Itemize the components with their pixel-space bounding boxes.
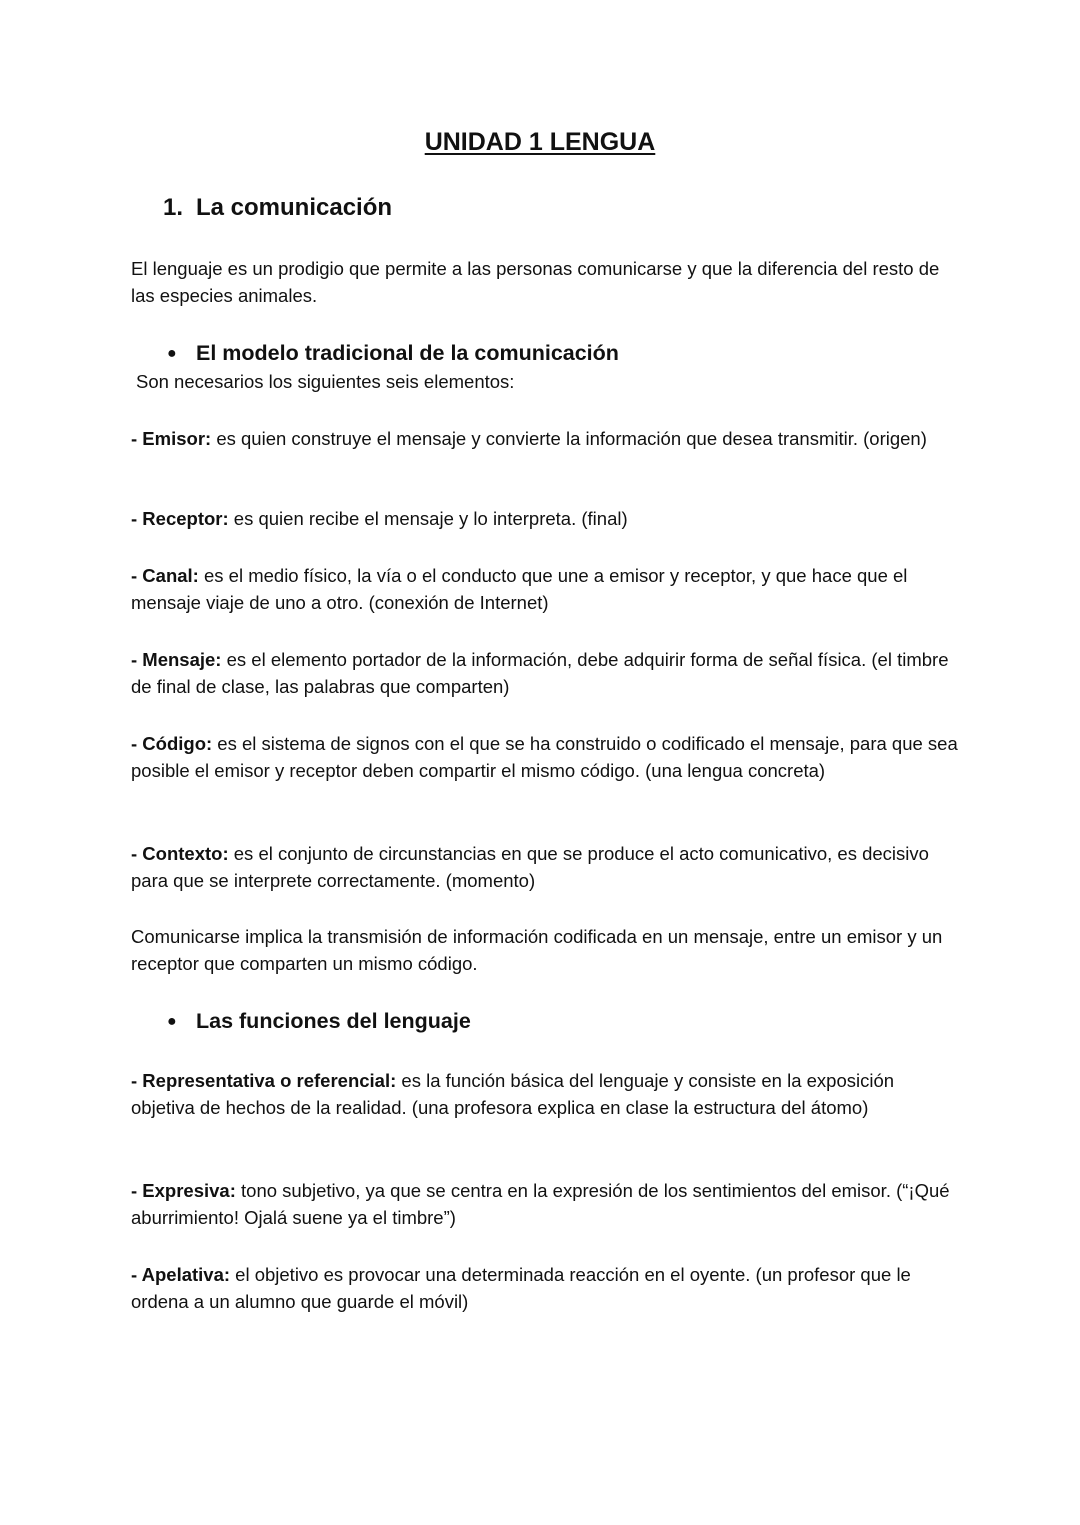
- element-text: es quien construye el mensaje y convierte la información que desea transmitir. (origen): [211, 428, 927, 449]
- intro-paragraph: El lenguaje es un prodigio que permite a las personas comunicarse y que la diferencia del resto de las especies animales.: [131, 258, 940, 306]
- funcion-term: - Representativa o referencial:: [131, 1070, 397, 1091]
- element-text: es el sistema de signos con el que se ha construido o codificado el mensaje, para que sea posible el emisor y receptor deben compartir el mismo código. (una lengua concreta): [131, 733, 958, 781]
- element-text: es quien recibe el mensaje y lo interpreta. (final): [228, 508, 628, 529]
- element-receptor: [131, 506, 961, 533]
- element-term: - Mensaje:: [131, 649, 222, 670]
- element-term: - Receptor:: [131, 508, 229, 529]
- element-canal: [131, 563, 961, 616]
- bullet-icon: ●: [167, 1013, 177, 1030]
- subheading-funciones: [167, 1009, 471, 1034]
- funcion-apelativa: [131, 1262, 961, 1315]
- funcion-term: - Apelativa:: [131, 1264, 231, 1285]
- element-text: es el conjunto de circunstancias en que se produce el acto comunicativo, es decisivo para que se interprete correctamente. (momento): [131, 843, 929, 891]
- modelo-lead: Son necesarios los siguientes seis elementos:: [136, 371, 515, 392]
- element-emisor: [131, 426, 961, 453]
- funcion-expresiva: [131, 1178, 961, 1231]
- element-term: - Código:: [131, 733, 213, 754]
- funcion-text: el objetivo es provocar una determinada reacción en el oyente. (un profesor que le ordena a un alumno que guarde el móvil): [131, 1264, 911, 1312]
- subheading-modelo: [167, 341, 619, 366]
- element-text: es el elemento portador de la información, debe adquirir forma de señal física. (el timbre de final de clase, las palabras que comparten): [131, 649, 949, 697]
- element-codigo: [131, 731, 961, 784]
- summary-paragraph: Comunicarse implica la transmisión de información codificada en un mensaje, entre un emisor y un receptor que comparten un mismo código.: [131, 926, 943, 974]
- page-title: UNIDAD 1 LENGUA: [424, 128, 656, 156]
- element-contexto: [131, 841, 961, 894]
- section-number: 1.: [163, 194, 184, 221]
- bullet-icon: ●: [167, 345, 177, 362]
- funcion-text: tono subjetivo, ya que se centra en la expresión de los sentimientos del emisor. (“¡Qué aburrimiento! Ojalá suene ya el timbre”): [131, 1180, 950, 1228]
- section-heading-comunicacion: [163, 194, 392, 222]
- section-heading-text: La comunicación: [196, 194, 393, 221]
- subheading-funciones-text: Las funciones del lenguaje: [196, 1009, 471, 1033]
- subheading-modelo-text: El modelo tradicional de la comunicación: [196, 341, 619, 365]
- funcion-representativa: [131, 1068, 961, 1121]
- element-text: es el medio físico, la vía o el conducto que une a emisor y receptor, y que hace que el mensaje viaje de uno a otro. (conexión de Internet): [131, 565, 908, 613]
- funcion-text: es la función básica del lenguaje y consiste en la exposición objetiva de hechos de la realidad. (una profesora explica en clase la estructura del átomo): [131, 1070, 895, 1118]
- element-term: - Emisor:: [131, 428, 212, 449]
- element-mensaje: [131, 647, 961, 700]
- funcion-term: - Expresiva:: [131, 1180, 236, 1201]
- element-term: - Canal:: [131, 565, 199, 586]
- element-term: - Contexto:: [131, 843, 229, 864]
